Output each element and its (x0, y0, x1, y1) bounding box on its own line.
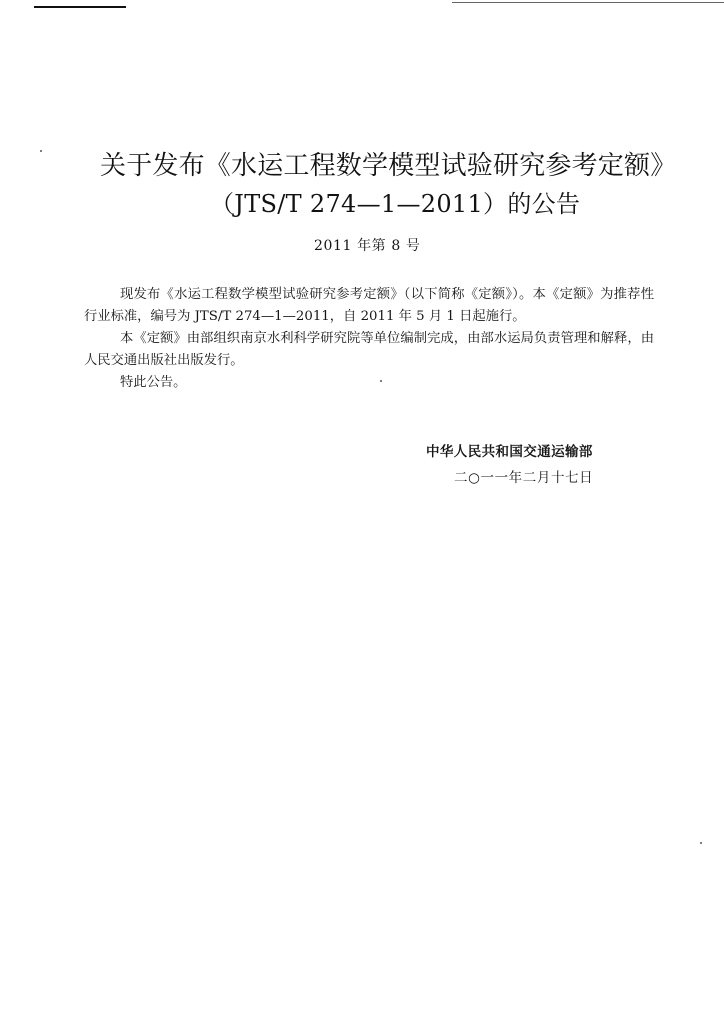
document-title-line-1: 关于发布《水运工程数学模型试验研究参考定额》 (100, 151, 677, 181)
announcement-body (84, 284, 654, 394)
paragraph-closing: 特此公告。 (120, 375, 187, 390)
document-number: 2011 年第 8 号 (314, 238, 421, 254)
document-title-line-2: （JTS/T 274—1—2011）的公告 (210, 190, 581, 218)
scan-edge-line (452, 2, 724, 3)
paragraph-compilation: 本《定额》由部组织南京水利科学研究院等单位编制完成，由部水运局负责管理和解释，由人民交通出版社出版发行。 (84, 331, 654, 368)
scan-speck (40, 150, 42, 152)
scan-speck (700, 842, 702, 844)
signature-block (426, 440, 626, 486)
issuing-organization: 中华人民共和国交通运输部 (426, 444, 593, 460)
scan-edge-line (34, 6, 126, 8)
paragraph-release: 现发布《水运工程数学模型试验研究参考定额》（以下简称《定额》）。本《定额》为推荐性行业标准，编号为 JTS/T 274—1—2011，自 2011 年 5 月 1 日起施行。 (84, 287, 654, 324)
issue-date: 二○一一年二月十七日 (454, 470, 594, 486)
